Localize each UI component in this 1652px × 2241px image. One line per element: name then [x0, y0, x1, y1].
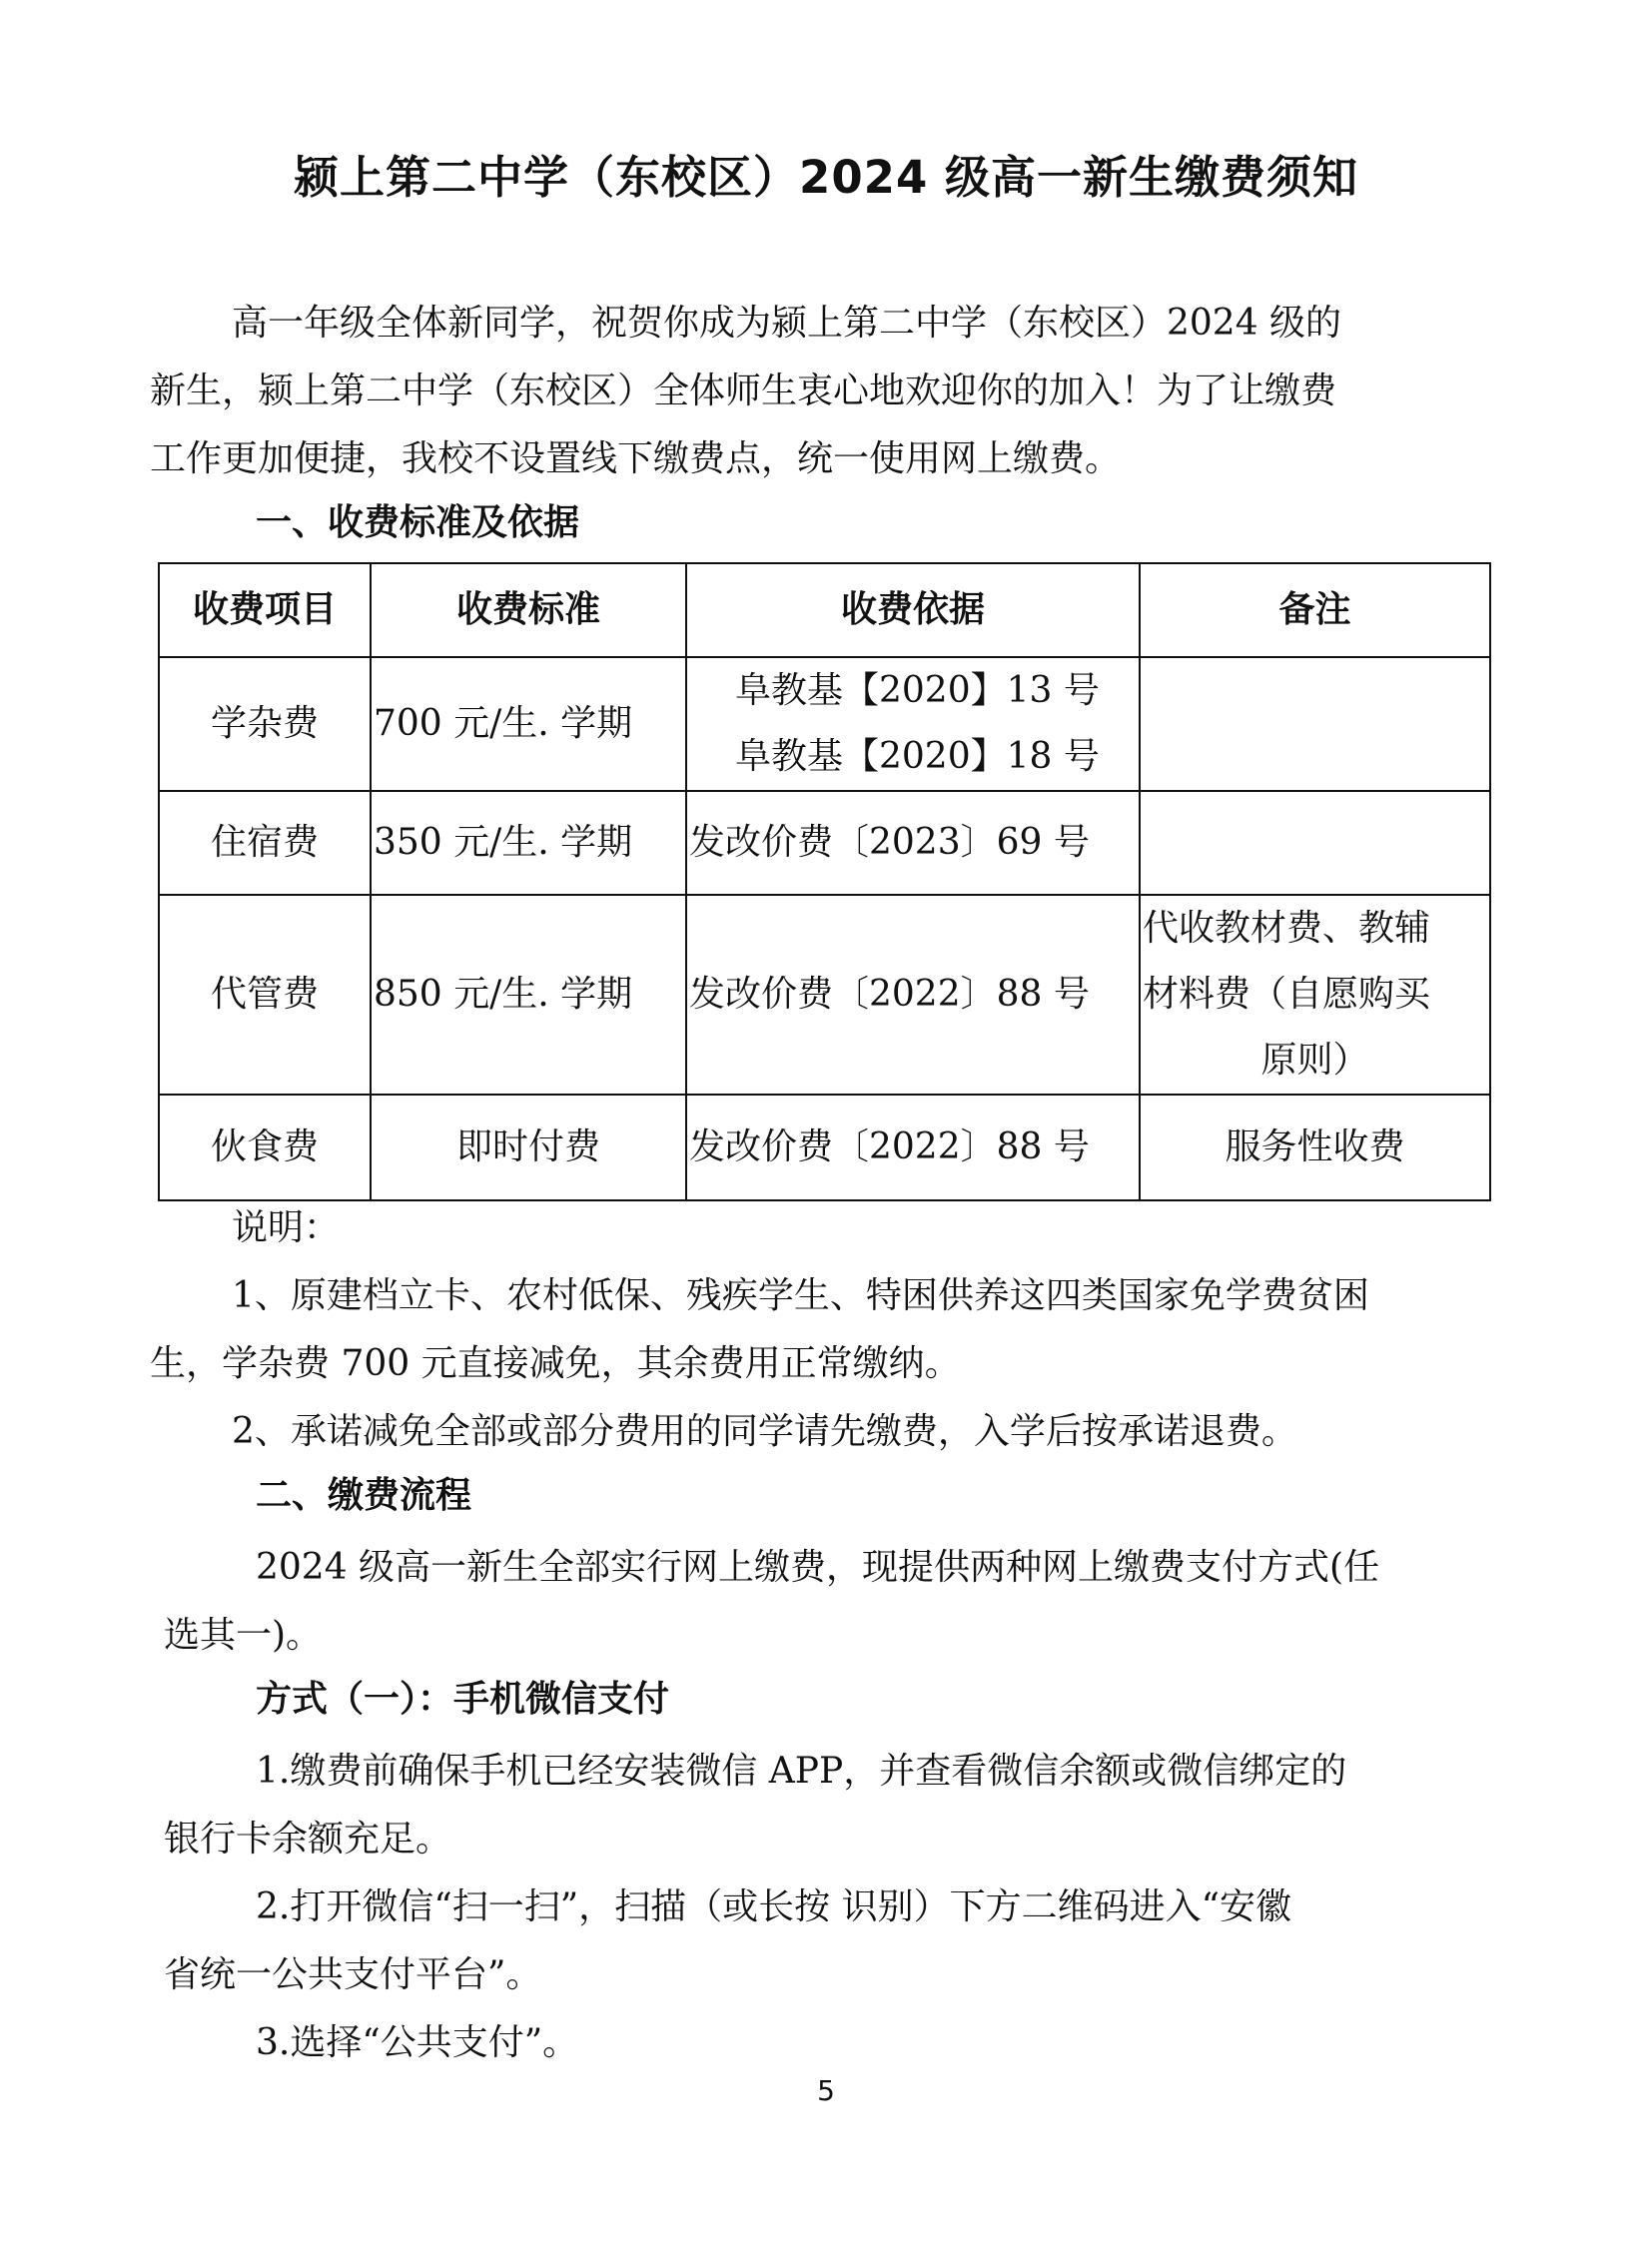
row-basis: [686, 657, 1140, 791]
row-note: [1140, 791, 1490, 895]
step-3: 3.选择“公共支付”。: [256, 2022, 579, 2063]
row-basis: 发改价费〔2022〕88 号: [686, 1095, 1140, 1200]
row-note: [1140, 657, 1490, 791]
table-row: [159, 895, 1490, 1095]
row-note: 服务性收费: [1140, 1095, 1490, 1200]
section-2-intro-line-1: 2024 级高一新生全部实行网上缴费，现提供两种网上缴费支付方式(任: [256, 1547, 1380, 1588]
row-note-line: 原则）: [1260, 1040, 1369, 1081]
step-1-line-2: 银行卡余额充足。: [164, 1819, 452, 1860]
section-1-heading: 一、收费标准及依据: [256, 502, 580, 543]
row-item: 代管费: [159, 895, 371, 1095]
method-1-heading: 方式（一）：手机微信支付: [256, 1679, 670, 1720]
row-standard: 700 元/生. 学期: [371, 657, 686, 791]
intro-line-1: 高一年级全体新同学，祝贺你成为颍上第二中学（东校区）2024 级的: [232, 303, 1342, 344]
note-2: 2、承诺减免全部或部分费用的同学请先缴费，入学后按承诺退费。: [232, 1411, 1297, 1452]
row-basis: 发改价费〔2023〕69 号: [686, 791, 1140, 895]
note-1-line-2: 生，学杂费 700 元直接减免，其余费用正常缴纳。: [150, 1343, 961, 1384]
header-item: 收费项目: [159, 563, 371, 657]
step-2-line-1: 2.打开微信“扫一扫”，扫描（或长按 识别）下方二维码进入“安徽: [256, 1886, 1292, 1927]
row-basis-line: 阜教基【2020】13 号: [735, 670, 1100, 711]
section-2-intro-line-2: 选其一)。: [164, 1615, 323, 1656]
row-item: 伙食费: [159, 1095, 371, 1200]
row-note: [1140, 895, 1490, 1095]
step-1-line-1: 1.缴费前确保手机已经安装微信 APP，并查看微信余额或微信绑定的: [256, 1751, 1347, 1792]
table-row: [159, 1095, 1490, 1200]
header-basis: 收费依据: [686, 563, 1140, 657]
row-basis: 发改价费〔2022〕88 号: [686, 895, 1140, 1095]
page-number: 5: [817, 2074, 835, 2107]
row-standard: 即时付费: [371, 1095, 686, 1200]
intro-line-3: 工作更加便捷，我校不设置线下缴费点，统一使用网上缴费。: [150, 438, 1122, 479]
table-row: [159, 791, 1490, 895]
row-note-line: 代收教材费、教辅: [1143, 908, 1431, 949]
notes-label: 说明：: [232, 1207, 341, 1248]
section-2-heading: 二、缴费流程: [256, 1475, 472, 1516]
row-standard: 350 元/生. 学期: [371, 791, 686, 895]
row-item: 学杂费: [159, 657, 371, 791]
note-1-line-1: 1、原建档立卡、农村低保、残疾学生、特困供养这四类国家免学费贫困: [232, 1275, 1369, 1316]
header-note: 备注: [1140, 563, 1490, 657]
row-note-line: 材料费（自愿购买: [1143, 974, 1431, 1015]
intro-line-2: 新生，颍上第二中学（东校区）全体师生衷心地欢迎你的加入！为了让缴费: [150, 371, 1337, 411]
document-title: 颍上第二中学（东校区）2024 级高一新生缴费须知: [294, 151, 1358, 204]
table-row: [159, 657, 1490, 791]
fee-table: [158, 562, 1491, 1201]
row-basis-line: 阜教基【2020】18 号: [735, 736, 1100, 777]
header-standard: 收费标准: [371, 563, 686, 657]
row-item: 住宿费: [159, 791, 371, 895]
step-2-line-2: 省统一公共支付平台”。: [164, 1954, 542, 1995]
fee-table-header-row: [159, 563, 1490, 657]
row-standard: 850 元/生. 学期: [371, 895, 686, 1095]
